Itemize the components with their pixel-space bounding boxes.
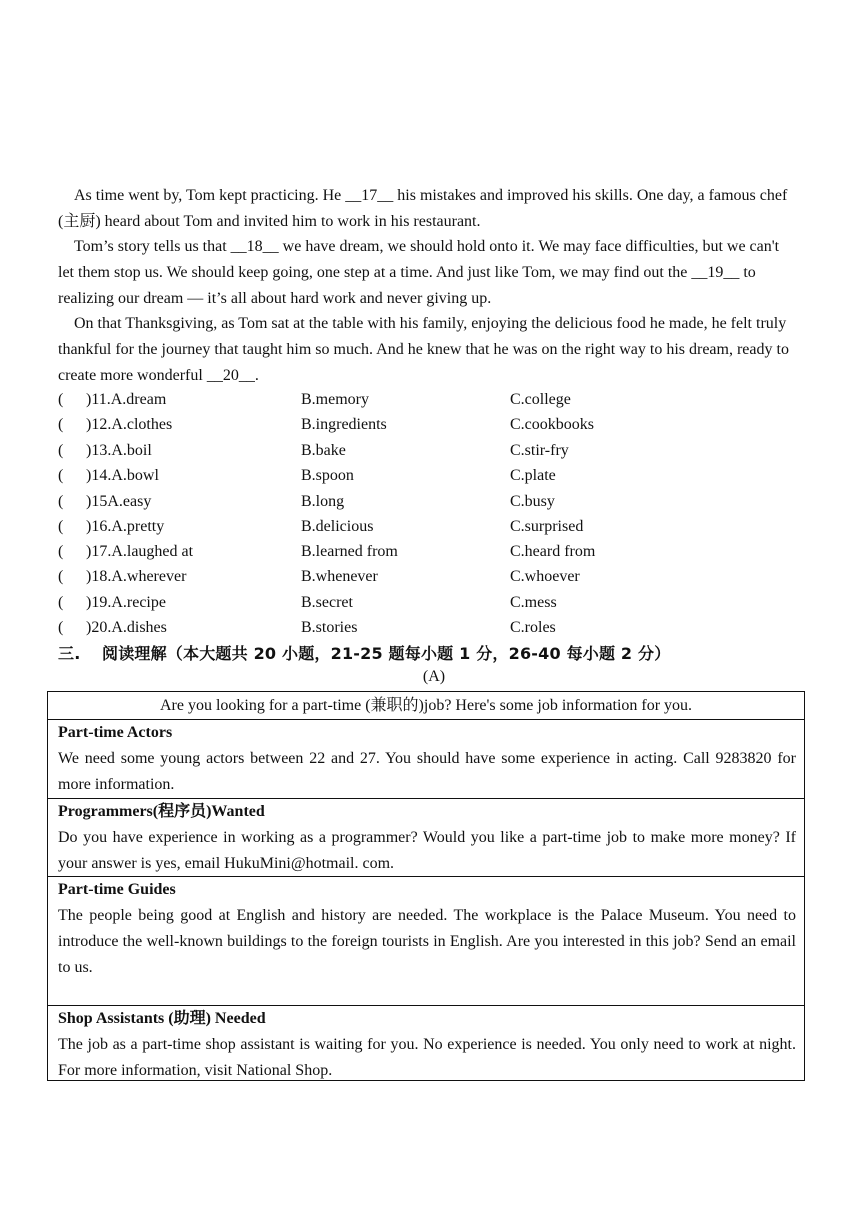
option-b: B.memory xyxy=(301,391,369,408)
section-heading xyxy=(58,641,670,664)
job-title: Shop Assistants (助理) Needed xyxy=(58,1010,266,1027)
section-title: 阅读理解（本大题共 20 小题，21-25 题每小题 1 分，26-40 每小题 2 分） xyxy=(102,644,671,663)
option-c: C.stir-fry xyxy=(510,442,569,459)
job-info-box xyxy=(47,691,805,1081)
option-c: C.heard from xyxy=(510,543,596,560)
answer-blank: ( xyxy=(58,493,64,510)
passage-paragraph-2 xyxy=(58,234,790,311)
option-b: B.spoon xyxy=(301,467,354,484)
option-row-14 xyxy=(58,467,798,491)
option-a: )17.A.laughed at xyxy=(86,543,194,560)
option-b: B.ingredients xyxy=(301,416,387,433)
answer-blank: ( xyxy=(58,442,64,459)
job-section-guides xyxy=(48,877,804,1006)
job-title: Programmers(程序员)Wanted xyxy=(58,803,265,820)
option-a: )12.A.clothes xyxy=(86,416,173,433)
option-c: C.mess xyxy=(510,594,557,611)
job-title: Part-time Actors xyxy=(58,724,173,741)
option-row-17 xyxy=(58,543,798,567)
option-row-15 xyxy=(58,493,798,517)
job-section-shop-assistants xyxy=(48,1006,804,1080)
option-row-18 xyxy=(58,568,798,592)
option-a: )19.A.recipe xyxy=(86,594,166,611)
option-a: )13.A.boil xyxy=(86,442,152,459)
answer-blank: ( xyxy=(58,467,64,484)
option-row-11 xyxy=(58,391,798,415)
job-section-programmers xyxy=(48,799,804,877)
option-a: )16.A.pretty xyxy=(86,518,165,535)
option-b: B.stories xyxy=(301,619,358,636)
option-a: )11.A.dream xyxy=(86,391,167,408)
job-title: Part-time Guides xyxy=(58,881,176,898)
option-c: C.roles xyxy=(510,619,556,636)
job-section-actors xyxy=(48,720,804,799)
option-row-12 xyxy=(58,416,798,440)
answer-blank: ( xyxy=(58,416,64,433)
answer-blank: ( xyxy=(58,543,64,560)
option-row-13 xyxy=(58,442,798,466)
passage-text-2: Tom’s story tells us that __18__ we have dream, we should hold onto it. We may face difficulties, but we can't let them stop us. We should keep going, one step at a time. And just like Tom, we may find out the __19__ to realizing our dream — it’s all about hard work and never giving up. xyxy=(58,238,780,307)
option-c: C.whoever xyxy=(510,568,580,585)
option-c: C.busy xyxy=(510,493,555,510)
option-b: B.whenever xyxy=(301,568,378,585)
option-c: C.surprised xyxy=(510,518,584,535)
option-b: B.bake xyxy=(301,442,346,459)
option-b: B.delicious xyxy=(301,518,374,535)
box-intro: Are you looking for a part-time (兼职的)job? Here's some job information for you. xyxy=(48,692,804,720)
option-c: C.plate xyxy=(510,467,556,484)
option-c: C.college xyxy=(510,391,571,408)
passage-text-1: As time went by, Tom kept practicing. He __17__ his mistakes and improved his skills. One day, a famous chef (主厨) heard about Tom and invited him to work in his restaurant. xyxy=(58,187,788,230)
job-description: Do you have experience in working as a programmer? Would you like a part-time job to make more money? If your answer is yes, email HukuMini@hotmail. com. xyxy=(58,829,796,872)
section-number: 三. xyxy=(58,644,81,663)
option-row-16 xyxy=(58,518,798,542)
passage-label: (A) xyxy=(422,668,446,685)
option-a: )18.A.wherever xyxy=(86,568,187,585)
option-row-20 xyxy=(58,619,798,643)
option-b: B.secret xyxy=(301,594,353,611)
option-b: B.long xyxy=(301,493,345,510)
option-a: )15A.easy xyxy=(86,493,152,510)
option-b: B.learned from xyxy=(301,543,398,560)
answer-blank: ( xyxy=(58,518,64,535)
answer-blank: ( xyxy=(58,619,64,636)
answer-blank: ( xyxy=(58,568,64,585)
option-a: )14.A.bowl xyxy=(86,467,159,484)
answer-blank: ( xyxy=(58,594,64,611)
option-c: C.cookbooks xyxy=(510,416,594,433)
job-description: The people being good at English and history are needed. The workplace is the Palace Museum. You need to introduce the well-known buildings to the foreign tourists in English. Are you interested in this job? Send an email to us. xyxy=(58,907,796,976)
option-row-19 xyxy=(58,594,798,618)
job-description: We need some young actors between 22 and 27. You should have some experience in acting. Call 9283820 for more information. xyxy=(58,750,796,793)
answer-blank: ( xyxy=(58,391,64,408)
option-a: )20.A.dishes xyxy=(86,619,167,636)
passage-paragraph-1 xyxy=(58,183,790,235)
job-description: The job as a part-time shop assistant is waiting for you. No experience is needed. You only need to work at night. For more information, visit National Shop. xyxy=(58,1036,796,1079)
passage-paragraph-3 xyxy=(58,311,790,388)
passage-text-3: On that Thanksgiving, as Tom sat at the table with his family, enjoying the delicious food he made, he felt truly thankful for the journey that taught him so much. And he knew that he was on the right way to his dream, ready to create more wonderful __20__. xyxy=(58,315,789,384)
